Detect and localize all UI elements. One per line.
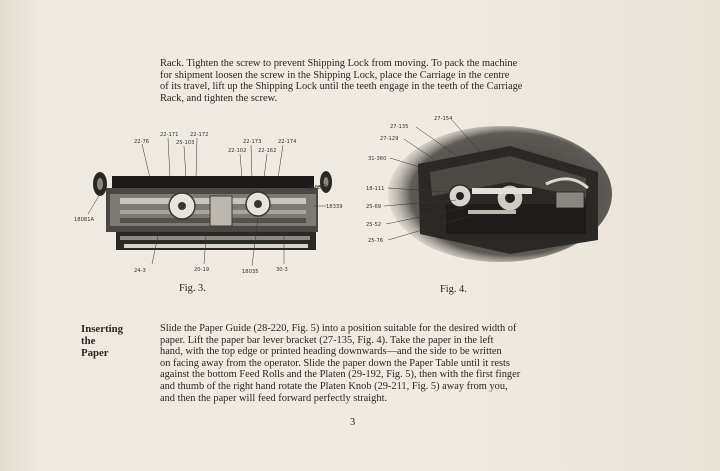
intro-line: Rack. Tighten the screw to prevent Shipping Lock from moving. To pack the machine [160,58,518,69]
section-heading [81,323,123,359]
fig4-label: 27-154 [434,116,453,122]
body-line: paper. Lift the paper bar lever bracket (27-135, Fig. 4). Take the paper in the left [160,334,494,346]
body-line: hand, with the top edge or printed heading downwards—and the side to be written [160,346,502,358]
body-line: and thumb of the right hand rotate the Platen Knob (29-211, Fig. 5) away from you, [160,380,508,392]
fig3-label: 24-3 [134,268,146,274]
page-number: 3 [350,417,356,428]
fig3-label: 22-172 [190,132,209,138]
type-guide [210,196,232,226]
inserting-paper-paragraph [160,323,558,404]
fig3-label: 25-103 [176,140,195,146]
fig3-label: 22-76 [134,139,150,145]
intro-line: of its travel, lift up the Shipping Lock until the teeth engage in the teeth of the Carriage [160,81,523,93]
section-heading-line: Inserting [81,323,123,335]
fig3-label: 18081A [74,217,95,223]
fig3-label: 22-171 [160,132,179,138]
fig3-label: 18339 [326,204,343,210]
section-heading-line: the [81,335,96,347]
body-line: and then the paper will feed forward perfectly straight. [160,392,388,404]
fig4-label: 27-129 [380,136,399,142]
fig4-label: 27-135 [390,124,409,130]
fig4-label: 25-52 [366,222,382,228]
fig3-label: 18080A [308,185,329,191]
intro-line: for shipment loosen the screw in the Shipping Lock, place the Carriage in the centre [160,69,510,81]
spool-right [246,192,270,216]
fig3-label: 22-174 [278,139,297,145]
fig3-label: 22-162 [258,148,277,154]
fig3-label: 30-3 [276,267,288,273]
platen-knob-left [93,172,107,196]
figure-4-illustration [360,112,620,272]
fig3-label: 20-19 [194,267,210,273]
intro-line: Rack, and tighten the screw. [160,92,278,104]
section-heading-line: Paper [81,347,109,359]
intro-paragraph [160,58,558,104]
fig3-label: 22-102 [228,148,247,154]
fig4-label: 25-76 [368,238,384,244]
figure-3-caption: Fig. 3. [179,283,206,294]
fig3-label: 22-173 [243,139,262,145]
figure-4-caption: Fig. 4. [440,284,467,295]
body-line: against the bottom Feed Rolls and the Platen (29-192, Fig. 5), then with the first finger [160,369,521,381]
body-line: on facing away from the operator. Slide the paper down the Paper Table until it rests [160,357,510,369]
fig4-label: 25-69 [366,204,382,210]
fig3-label: 18035 [242,269,259,275]
spool-left [169,193,195,219]
body-line: Slide the Paper Guide (28-220, Fig. 5) into a position suitable for the desired width of [160,323,517,334]
fig4-label: 31-360 [368,156,387,162]
figure-3-illustration [74,126,343,276]
fig4-label: 18-111 [366,186,385,192]
